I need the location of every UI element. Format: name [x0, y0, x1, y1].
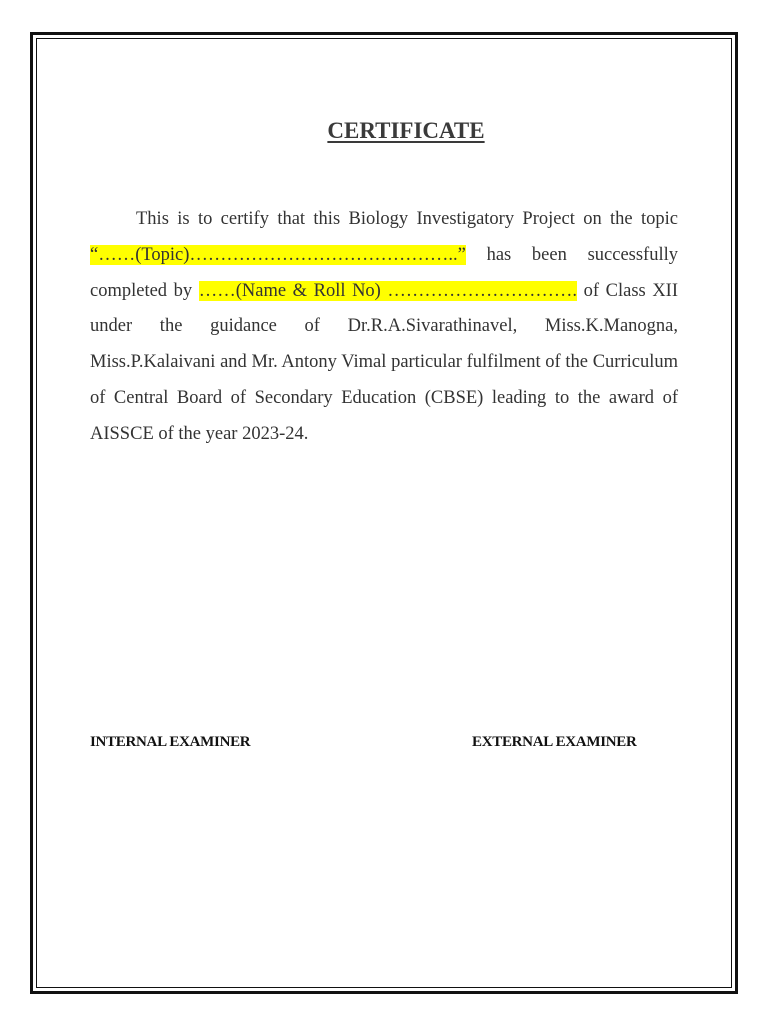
body-after-topic: has been successfully completed by [90, 244, 678, 301]
topic-placeholder[interactable]: “……(Topic)……………………………………..” [90, 244, 466, 265]
internal-examiner-signature: INTERNAL EXAMINER [90, 734, 251, 750]
certificate-body [90, 202, 678, 453]
name-roll-placeholder[interactable]: ……(Name & Roll No) …………………………. [198, 280, 578, 301]
body-after-name: of Class XII under the guidance of Dr.R.A.Sivarathinavel, Miss.K.Manogna, Miss.P.Kalaivani and Mr. Antony Vimal particular fulfilment of the Curriculum of Central Board of Secondary Education (CBSE) leading to the award of AISSCE of the year 2023-24. [90, 280, 678, 444]
body-intro: This is to certify that this Biology Investigatory Project on the topic [136, 209, 678, 229]
external-examiner-signature: EXTERNAL EXAMINER [472, 734, 637, 750]
certificate-title: CERTIFICATE [327, 118, 485, 143]
page-border-inner [36, 38, 732, 988]
